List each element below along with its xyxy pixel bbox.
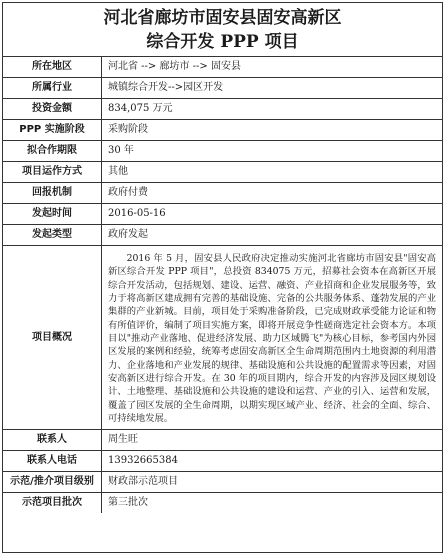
value-industry: 城镇综合开发-->园区开发 <box>102 78 443 99</box>
label-batch: 示范项目批次 <box>3 493 102 514</box>
label-overview: 项目概况 <box>3 246 102 430</box>
value-overview <box>102 246 443 430</box>
label-operation-mode: 项目运作方式 <box>3 162 102 183</box>
row-project-level <box>3 472 442 493</box>
row-contact <box>3 430 442 451</box>
label-investment: 投资金额 <box>3 99 102 120</box>
label-initiation-type: 发起类型 <box>3 225 102 246</box>
row-term <box>3 141 442 162</box>
sheet-title <box>3 3 442 57</box>
row-batch <box>3 493 442 514</box>
label-project-level: 示范/推介项目级别 <box>3 472 102 493</box>
row-operation-mode <box>3 162 442 183</box>
row-region <box>3 57 442 78</box>
row-return-mechanism <box>3 183 442 204</box>
label-term: 拟合作期限 <box>3 141 102 162</box>
value-project-level: 财政部示范项目 <box>102 472 443 493</box>
value-contact: 周生旺 <box>102 430 443 451</box>
value-return-mechanism: 政府付费 <box>102 183 443 204</box>
label-industry: 所属行业 <box>3 78 102 99</box>
value-stage: 采购阶段 <box>102 120 443 141</box>
label-contact: 联系人 <box>3 430 102 451</box>
row-stage <box>3 120 442 141</box>
row-start-date <box>3 204 442 225</box>
label-return-mechanism: 回报机制 <box>3 183 102 204</box>
project-info-table <box>3 57 442 513</box>
value-operation-mode: 其他 <box>102 162 443 183</box>
row-investment <box>3 99 442 120</box>
label-contact-phone: 联系人电话 <box>3 451 102 472</box>
title-line-1: 河北省廊坊市固安县固安高新区 <box>103 8 342 28</box>
row-industry <box>3 78 442 99</box>
value-contact-phone: 13932665384 <box>102 451 443 472</box>
label-region: 所在地区 <box>3 57 102 78</box>
value-investment: 834,075 万元 <box>102 99 443 120</box>
value-start-date: 2016-05-16 <box>102 204 443 225</box>
row-contact-phone <box>3 451 442 472</box>
overview-paragraph: 2016 年 5 月，固安县人民政府决定推动实施河北省廊坊市固安县"固安高新区综合开发 PPP 项目"，总投资 834075 万元，招募社会资本在高新区开展综合开发活动，包括规划、建设、运营、融资、产业招商和企业发展服务等，致力于将高新区建成拥有完善的基础设施、完备的公共服务体系、蓬勃发展的产业集群的产业新城。目前，项目处于采购准备阶段，已完成财政承受能力论证和物有所值评价，编制了项目实施方案，即将开展竞争性磋商选定社会资本方。本项目以"推动产业落地、促进经济发展、助力区域腾飞"为核心目标，参考国内外园区发展的案例和经验，统筹考虑固安高新区全生命周期范围内土地资源的利用潜力、企业落地和产业发展的规律、基础设施和公共设施的配置需求等因素，对固安高新区进行综合开发。在 30 年的项目期内，综合开发的内容涉及园区规划设计、土地整理、基础设施和公共设施的建设和运营、产业的引入、运营和发展，覆盖了园区发展的全生命周期，以期实现区域产业、经济、社会的全面、综合、可持续地发展。 <box>108 253 436 425</box>
row-overview <box>3 246 442 430</box>
value-term: 30 年 <box>102 141 443 162</box>
value-batch: 第三批次 <box>108 497 148 509</box>
label-stage: PPP 实施阶段 <box>3 120 102 141</box>
value-region: 河北省 --> 廊坊市 --> 固安县 <box>102 57 443 78</box>
label-start-date: 发起时间 <box>3 204 102 225</box>
value-initiation-type: 政府发起 <box>102 225 443 246</box>
title-line-2: 综合开发 PPP 项目 <box>146 32 299 52</box>
row-initiation-type <box>3 225 442 246</box>
project-sheet <box>2 2 443 553</box>
